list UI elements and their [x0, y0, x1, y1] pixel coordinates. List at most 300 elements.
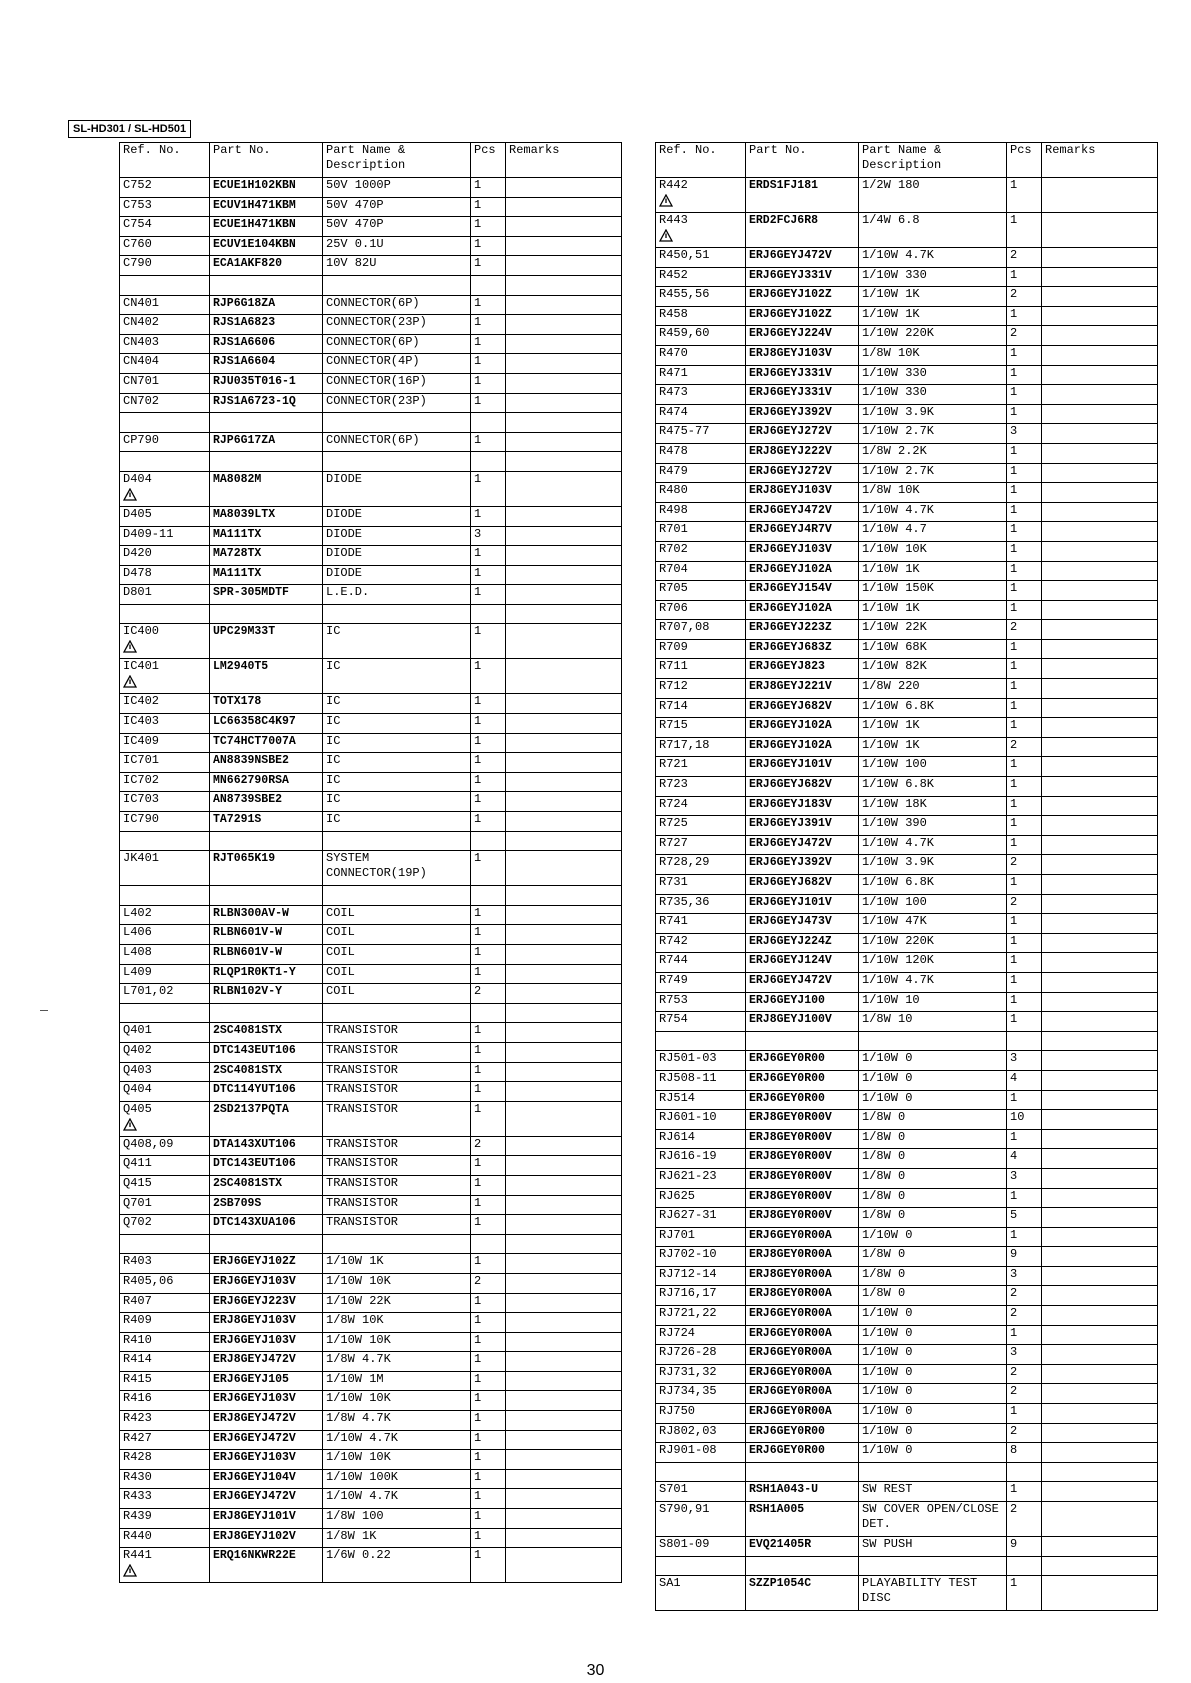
ref-no-cell	[120, 1175, 210, 1195]
remarks-cell	[506, 1391, 622, 1411]
ref-no-cell	[120, 694, 210, 714]
part-name-text: TRANSISTOR	[326, 1215, 399, 1230]
part-no-cell	[210, 1062, 323, 1082]
ref-no-cell	[656, 679, 746, 699]
ref-no-cell	[656, 561, 746, 581]
ref-no-cell	[656, 1266, 746, 1286]
part-row	[656, 1090, 1158, 1110]
ref-no-cell	[656, 718, 746, 738]
part-name-text: 1/10W 6.8K	[862, 698, 935, 713]
part-name-cell	[859, 933, 1007, 953]
part-name-cell	[323, 1101, 471, 1136]
pcs-text: 2	[1010, 1286, 1018, 1301]
part-row	[120, 1430, 622, 1450]
part-name-cell	[323, 1548, 471, 1583]
remarks-cell	[506, 197, 622, 217]
part-name-text: 1/10W 0	[862, 1364, 913, 1379]
part-row	[120, 236, 622, 256]
part-no-text: ERDS1FJ181	[749, 179, 819, 192]
part-no-text: ERJ8GEY0R00V	[749, 1150, 832, 1164]
part-no-text: RJP6G17ZA	[213, 433, 276, 447]
part-name-text: 1/10W 1K	[862, 287, 920, 302]
ref-no-text: RJ901-08	[659, 1443, 717, 1458]
pcs-text: 1	[474, 432, 482, 447]
empty-cell	[120, 1003, 210, 1023]
part-row	[656, 757, 1158, 777]
ref-no-cell	[656, 796, 746, 816]
part-no-cell	[746, 777, 859, 797]
ref-no-cell	[656, 1325, 746, 1345]
part-name-text: 1/10W 330	[862, 365, 927, 380]
part-name-text: IC	[326, 792, 341, 807]
part-no-cell	[746, 1306, 859, 1326]
ref-no-text: RJ616-19	[659, 1149, 717, 1164]
pcs-cell	[1007, 816, 1042, 836]
remarks-cell	[506, 432, 622, 452]
part-no-cell	[746, 1168, 859, 1188]
part-no-text: ERJ6GEYJ103V	[213, 1392, 296, 1406]
part-no-text: ERJ8GEY0R00V	[749, 1111, 832, 1125]
pcs-text: 2	[1010, 1502, 1018, 1516]
remarks-cell	[506, 217, 622, 237]
ref-no-text: R409	[123, 1313, 152, 1328]
ref-no-text: RJ702-10	[659, 1247, 717, 1262]
ref-no-text: RJ701	[659, 1227, 696, 1242]
remarks-cell	[1042, 1482, 1158, 1502]
empty-cell	[471, 604, 506, 624]
part-name-cell	[323, 546, 471, 566]
ref-no-cell	[656, 933, 746, 953]
part-no-cell	[210, 1489, 323, 1509]
part-no-cell	[210, 659, 323, 694]
pcs-cell	[471, 1332, 506, 1352]
part-name-text: 1/10W 6.8K	[862, 875, 935, 889]
part-row	[120, 714, 622, 734]
part-row	[656, 1537, 1158, 1557]
part-name-text: 1/8W 1K	[326, 1528, 377, 1543]
ref-no-text: Q411	[123, 1156, 152, 1171]
ref-no-text: S801-09	[659, 1537, 710, 1551]
header-row	[120, 143, 622, 178]
part-no-text: RJS1A6723-1Q	[213, 394, 296, 408]
part-no-cell	[746, 639, 859, 659]
safety-warning-icon	[123, 675, 137, 688]
part-name-text: CONNECTOR(6P)	[326, 334, 420, 349]
ref-no-text: R473	[659, 385, 688, 400]
part-no-text: 2SC4081STX	[213, 1024, 283, 1038]
ref-no-cell	[656, 1090, 746, 1110]
ref-no-cell	[656, 1404, 746, 1424]
part-name-text: 1/10W 10K	[326, 1391, 391, 1406]
ref-no-text: R459,60	[659, 326, 710, 341]
part-name-cell	[323, 753, 471, 773]
ref-no-text: IC409	[123, 733, 160, 748]
remarks-cell	[1042, 777, 1158, 797]
remarks-cell	[1042, 502, 1158, 522]
ref-no-text: R440	[123, 1528, 152, 1543]
pcs-cell	[1007, 1286, 1042, 1306]
ref-no-text: R452	[659, 267, 688, 282]
ref-no-text: R471	[659, 365, 688, 380]
part-no-text: DTC143EUT106	[213, 1157, 296, 1171]
part-row	[656, 1345, 1158, 1365]
remarks-cell	[506, 236, 622, 256]
part-row	[120, 812, 622, 832]
pcs-text: 1	[1010, 306, 1018, 321]
part-name-text: 1/8W 10	[862, 1012, 913, 1027]
pcs-cell	[1007, 1482, 1042, 1502]
part-row	[120, 354, 622, 374]
ref-no-cell	[120, 945, 210, 965]
ref-no-cell	[656, 992, 746, 1012]
ref-no-cell	[656, 737, 746, 757]
pcs-text: 1	[474, 1489, 482, 1504]
part-no-text: ERJ6GEYJ224V	[749, 327, 832, 341]
part-no-text: ERQ16NKWR22E	[213, 1549, 296, 1563]
pcs-cell	[471, 905, 506, 925]
ref-no-text: R704	[659, 561, 688, 576]
remarks-cell	[506, 984, 622, 1004]
pcs-text: 1	[1010, 777, 1018, 792]
part-no-text: ERJ8GEYJ472V	[213, 1353, 296, 1367]
pcs-cell	[471, 1528, 506, 1548]
remarks-cell	[1042, 1051, 1158, 1071]
ref-no-cell	[120, 295, 210, 315]
part-no-text: RJU035T016-1	[213, 374, 296, 388]
remarks-cell	[1042, 679, 1158, 699]
part-no-text: RJS1A6606	[213, 335, 276, 349]
empty-cell	[120, 604, 210, 624]
part-name-text: 1/10W 1K	[862, 561, 920, 576]
remarks-cell	[506, 393, 622, 413]
ref-no-text: R414	[123, 1352, 152, 1367]
part-row	[120, 334, 622, 354]
part-no-text: ERJ6GEYJ224Z	[749, 934, 832, 948]
pcs-text: 8	[1010, 1443, 1018, 1458]
remarks-cell	[506, 565, 622, 585]
part-name-cell	[859, 953, 1007, 973]
part-name-cell	[859, 1404, 1007, 1424]
part-name-cell	[323, 256, 471, 276]
pcs-text: 1	[474, 714, 482, 729]
part-no-text: ERJ6GEYJ103V	[213, 1451, 296, 1465]
ref-no-text: R728,29	[659, 855, 710, 870]
pcs-text: 1	[474, 753, 482, 768]
part-name-cell	[859, 326, 1007, 346]
remarks-cell	[506, 905, 622, 925]
pcs-text: 1	[474, 236, 482, 251]
ref-no-cell	[120, 714, 210, 734]
ref-no-text: R723	[659, 777, 688, 792]
part-no-text: ERJ6GEYJ102A	[749, 719, 832, 733]
part-no-text: UPC29M33T	[213, 625, 276, 639]
remarks-cell	[506, 256, 622, 276]
remarks-cell	[506, 659, 622, 694]
ref-no-text: R455,56	[659, 287, 710, 302]
pcs-text: 1	[1010, 639, 1018, 654]
part-no-cell	[746, 737, 859, 757]
pcs-cell	[1007, 620, 1042, 640]
pcs-cell	[1007, 718, 1042, 738]
part-name-text: 1/10W 390	[862, 816, 927, 831]
remarks-cell	[1042, 1345, 1158, 1365]
part-name-cell	[323, 217, 471, 237]
pcs-cell	[1007, 541, 1042, 561]
part-no-text: ERJ8GEYJ221V	[749, 680, 832, 694]
part-name-text: 50V 1000P	[326, 178, 391, 192]
part-name-text: 50V 470P	[326, 217, 384, 232]
part-name-cell	[859, 463, 1007, 483]
ref-no-cell	[656, 1423, 746, 1443]
ref-no-cell	[656, 1247, 746, 1267]
remarks-cell	[1042, 365, 1158, 385]
pcs-cell	[471, 546, 506, 566]
safety-warning-icon	[659, 194, 673, 207]
part-row	[120, 659, 622, 694]
ref-no-text: R423	[123, 1411, 152, 1426]
part-no-cell	[746, 581, 859, 601]
ref-no-text: JK401	[123, 851, 160, 866]
ref-no-cell	[120, 1101, 210, 1136]
ref-no-cell	[656, 502, 746, 522]
pcs-cell	[471, 851, 506, 886]
part-name-text: 1/10W 220K	[862, 326, 935, 341]
remarks-cell	[506, 1528, 622, 1548]
part-name-text: DIODE	[326, 506, 363, 521]
part-no-cell	[210, 393, 323, 413]
safety-warning-icon	[123, 1118, 137, 1131]
part-no-text: ERJ6GEYJ391V	[749, 817, 832, 831]
part-name-text: 1/10W 4.7K	[862, 502, 935, 517]
pcs-text: 1	[474, 1352, 482, 1367]
part-no-text: ECUV1H471KBM	[213, 198, 296, 212]
part-no-text: RLQP1R0KT1-Y	[213, 965, 296, 979]
pcs-cell	[1007, 875, 1042, 895]
part-no-text: MA728TX	[213, 547, 262, 561]
spacer-row	[120, 452, 622, 472]
ref-no-cell	[120, 1371, 210, 1391]
part-name-cell	[859, 1168, 1007, 1188]
part-no-text: DTA143XUT106	[213, 1137, 296, 1151]
ref-no-cell	[120, 585, 210, 605]
pcs-cell	[471, 1215, 506, 1235]
header-row	[656, 143, 1158, 178]
part-no-text: EVQ21405R	[749, 1538, 812, 1551]
pcs-text: 2	[474, 1136, 482, 1151]
part-name-cell	[323, 1254, 471, 1274]
part-no-cell	[746, 522, 859, 542]
empty-cell	[1042, 1556, 1158, 1576]
pcs-text: 1	[1010, 178, 1018, 192]
pcs-cell	[471, 256, 506, 276]
ref-no-text: D404	[123, 471, 152, 486]
part-no-text: ERJ8GEYJ103V	[749, 484, 832, 498]
part-row	[120, 964, 622, 984]
ref-no-cell	[120, 964, 210, 984]
part-no-text: ERJ6GEY0R00A	[749, 1365, 832, 1379]
ref-no-text: R712	[659, 679, 688, 694]
parts-table-right	[655, 142, 1158, 1611]
pcs-cell	[1007, 1129, 1042, 1149]
remarks-cell	[506, 178, 622, 198]
ref-no-text: Q701	[123, 1195, 152, 1210]
pcs-text: 1	[1010, 679, 1018, 694]
part-no-cell	[746, 326, 859, 346]
pcs-cell	[1007, 777, 1042, 797]
pcs-text: 2	[1010, 1384, 1018, 1399]
part-name-text: 1/10W 3.9K	[862, 404, 935, 419]
pcs-cell	[471, 792, 506, 812]
ref-no-cell	[120, 526, 210, 546]
part-name-text: TRANSISTOR	[326, 1136, 399, 1151]
part-name-cell	[859, 914, 1007, 934]
spacer-row	[120, 831, 622, 851]
ref-no-cell	[120, 546, 210, 566]
part-no-cell	[210, 1430, 323, 1450]
part-no-cell	[210, 1313, 323, 1333]
part-no-text: RSH1A005	[749, 1503, 805, 1516]
pcs-cell	[1007, 483, 1042, 503]
ref-no-cell	[656, 914, 746, 934]
remarks-cell	[1042, 1266, 1158, 1286]
ref-no-text: D801	[123, 585, 152, 600]
ref-no-cell	[120, 178, 210, 198]
ref-no-cell	[120, 1156, 210, 1176]
part-name-text: TRANSISTOR	[326, 1082, 399, 1097]
ref-no-cell	[120, 1254, 210, 1274]
pcs-cell	[471, 1509, 506, 1529]
ref-no-text: IC702	[123, 772, 160, 787]
part-row	[656, 1070, 1158, 1090]
empty-cell	[120, 886, 210, 906]
pcs-text: 1	[1010, 796, 1018, 811]
empty-cell	[210, 452, 323, 472]
ref-no-cell	[120, 1548, 210, 1583]
ref-no-cell	[656, 1149, 746, 1169]
part-row	[120, 471, 622, 506]
ref-no-text: Q404	[123, 1082, 152, 1097]
ref-no-text: RJ726-28	[659, 1345, 717, 1360]
pcs-text: 1	[474, 197, 482, 212]
part-row	[120, 694, 622, 714]
part-row	[120, 1528, 622, 1548]
part-name-text: TRANSISTOR	[326, 1062, 399, 1077]
part-name-text: 1/10W 82K	[862, 659, 927, 674]
part-no-cell	[210, 197, 323, 217]
empty-cell	[746, 1031, 859, 1051]
part-row	[656, 1266, 1158, 1286]
remarks-cell	[506, 1215, 622, 1235]
part-name-cell	[859, 1110, 1007, 1130]
part-row	[120, 1023, 622, 1043]
part-name-cell	[323, 792, 471, 812]
part-name-text: 1/8W 0	[862, 1129, 906, 1144]
ref-no-text: R433	[123, 1489, 152, 1504]
pcs-cell	[1007, 287, 1042, 307]
part-name-cell	[323, 984, 471, 1004]
part-no-text: RLBN102V-Y	[213, 985, 283, 999]
remarks-cell	[506, 526, 622, 546]
remarks-cell	[506, 1352, 622, 1372]
part-name-text: 1/10W 0	[862, 1423, 913, 1438]
pcs-text: 1	[474, 1509, 482, 1524]
part-row	[656, 679, 1158, 699]
part-no-cell	[210, 733, 323, 753]
pcs-cell	[471, 1371, 506, 1391]
part-name-text: 1/10W 4.7K	[862, 248, 935, 262]
part-no-cell	[746, 894, 859, 914]
part-no-text: ERJ6GEYJ102Z	[749, 307, 832, 321]
part-name-cell	[859, 620, 1007, 640]
pcs-cell	[471, 1101, 506, 1136]
pcs-cell	[471, 1430, 506, 1450]
part-no-cell	[746, 875, 859, 895]
pcs-text: 1	[474, 295, 482, 310]
part-name-text: 1/10W 18K	[862, 796, 927, 811]
part-row	[656, 1286, 1158, 1306]
part-row	[120, 1411, 622, 1431]
pcs-text: 1	[474, 1156, 482, 1171]
part-row	[120, 565, 622, 585]
pcs-text: 1	[474, 1023, 482, 1038]
ref-no-text: CN403	[123, 334, 160, 349]
part-name-cell	[323, 1352, 471, 1372]
ref-no-cell	[120, 1391, 210, 1411]
part-row	[656, 287, 1158, 307]
part-row	[656, 796, 1158, 816]
pcs-cell	[471, 1156, 506, 1176]
part-name-cell	[859, 287, 1007, 307]
pcs-cell	[1007, 248, 1042, 268]
ref-no-text: R701	[659, 522, 688, 537]
part-row	[120, 256, 622, 276]
part-no-cell	[746, 267, 859, 287]
empty-cell	[506, 604, 622, 624]
pcs-cell	[471, 217, 506, 237]
part-no-text: MA111TX	[213, 527, 262, 541]
part-name-cell	[859, 541, 1007, 561]
ref-no-text: S790,91	[659, 1502, 710, 1516]
ref-no-cell	[656, 1502, 746, 1537]
empty-cell	[506, 1003, 622, 1023]
remarks-cell	[506, 1371, 622, 1391]
part-no-text: ERJ6GEYJ102A	[749, 601, 832, 615]
part-name-cell	[859, 1537, 1007, 1557]
pcs-cell	[1007, 404, 1042, 424]
part-row	[120, 1548, 622, 1583]
pcs-cell	[1007, 1325, 1042, 1345]
part-name-text: DIODE	[326, 546, 363, 561]
ref-no-cell	[656, 1306, 746, 1326]
pcs-cell	[1007, 757, 1042, 777]
part-no-cell	[746, 600, 859, 620]
part-name-text: 1/10W 6.8K	[862, 777, 935, 792]
pcs-cell	[1007, 1306, 1042, 1326]
part-no-text: DTC143XUA106	[213, 1216, 296, 1230]
remarks-cell	[1042, 1070, 1158, 1090]
pcs-text: 1	[1010, 522, 1018, 537]
part-no-cell	[746, 483, 859, 503]
remarks-cell	[506, 506, 622, 526]
part-name-text: IC	[326, 694, 341, 709]
part-no-text: LM2940T5	[213, 660, 269, 674]
pcs-text: 1	[1010, 561, 1018, 576]
part-row	[120, 1175, 622, 1195]
pcs-text: 1	[474, 1293, 482, 1308]
remarks-cell	[1042, 443, 1158, 463]
part-name-text: 1/8W 10K	[862, 483, 920, 498]
remarks-cell	[1042, 1129, 1158, 1149]
